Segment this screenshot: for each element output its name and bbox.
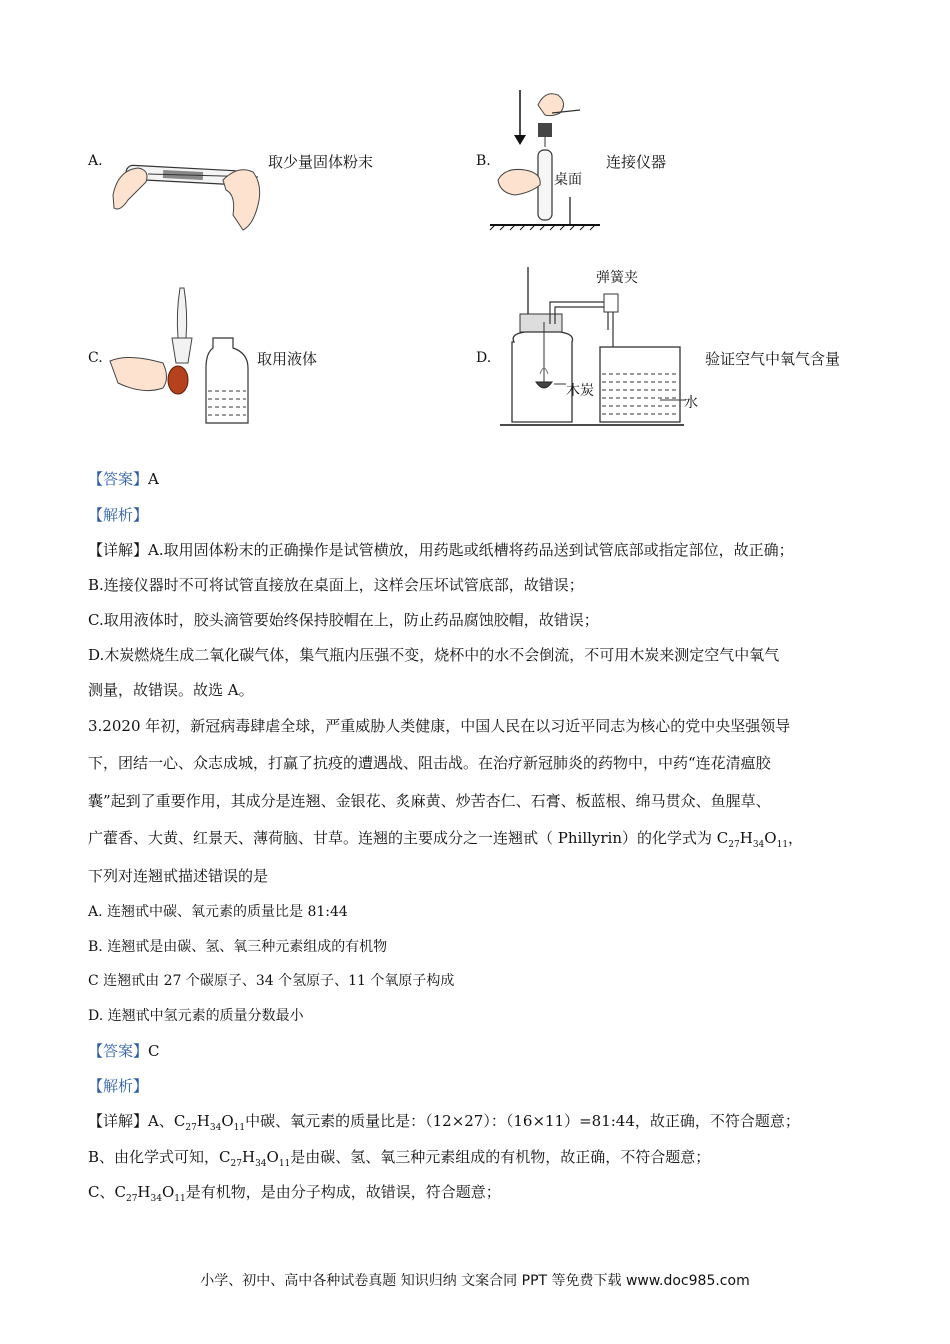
q2-detail-line-2: B.连接仪器时不可将试管直接放在桌面上，这样会压坏试管底部，故错误； bbox=[88, 576, 584, 594]
q3-answer-tag: 【答案】 bbox=[88, 1042, 149, 1060]
q3-answer: C bbox=[148, 1042, 160, 1060]
q3-stem-line-5: 下列对连翘甙描述错误的是 bbox=[88, 867, 269, 885]
q2-answer-tag: 【答案】 bbox=[88, 470, 149, 488]
option-a-letter: A. bbox=[88, 153, 103, 169]
q2-analysis-tag: 【解析】 bbox=[88, 506, 149, 524]
chemical-formula: $C_{27}H_{34}O_{11}$ bbox=[716, 829, 789, 850]
q2-detail-line-4: D.木炭燃烧生成二氧化碳气体，集气瓶内压强不变，烧杯中的水不会倒流，不可用木炭来测定空气中氧气 bbox=[88, 646, 780, 664]
q2-detail-line-5: 测量，故错误。故选 A。 bbox=[88, 681, 254, 699]
label-charcoal: 木炭 bbox=[566, 383, 594, 399]
q3-stem-text: 广藿香、大黄、红景天、薄荷脑、甘草。连翘的主要成分之一连翘甙（ Phillyrin）的化学式为 bbox=[88, 829, 717, 847]
label-desktop: 桌面 bbox=[554, 172, 582, 188]
q2-answer: A bbox=[148, 470, 159, 488]
q3-choice-d: D. 连翘甙中氢元素的质量分数最小 bbox=[88, 1008, 304, 1024]
q2-answer-line bbox=[88, 468, 159, 490]
q2-detail-line-1 bbox=[88, 539, 794, 561]
q3-answer-line bbox=[88, 1040, 160, 1062]
label-spring-clip: 弹簧夹 bbox=[596, 270, 638, 286]
dropper-liquid-illustration bbox=[108, 283, 258, 425]
q3-choice-b: B. 连翘甙是由碳、氢、氧三种元素组成的有机物 bbox=[88, 939, 388, 955]
option-d-letter: D. bbox=[476, 350, 492, 366]
q2-detail-tag: 【详解】 bbox=[88, 541, 149, 559]
q3-choice-c: C 连翘甙由 27 个碳原子、34 个氢原子、11 个氧原子构成 bbox=[88, 973, 455, 989]
option-c-caption: 取用液体 bbox=[257, 350, 318, 368]
q3-stem-line-1: 3.2020 年初，新冠病毒肆虐全球，严重威胁人类健康，中国人民在以习近平同志为核心的党中央坚强领导 bbox=[88, 717, 791, 735]
oxygen-content-apparatus-illustration bbox=[500, 262, 700, 432]
option-b-caption: 连接仪器 bbox=[606, 153, 667, 171]
q3-choice-a: A. 连翘甙中碳、氧元素的质量比是 81:44 bbox=[88, 904, 348, 920]
q3-detail-line-1: 【详解】A、$C_{27}H_{34}O_{11}$中碳、氧元素的质量比是：（12×27）：（16×11）=81:44，故正确，不符合题意； bbox=[88, 1112, 800, 1133]
option-a-caption: 取少量固体粉末 bbox=[268, 153, 374, 171]
q2-detail-text: A.取用固体粉末的正确操作是试管横放，用药匙或纸槽将药品送到试管底部或指定部位，故正确； bbox=[148, 541, 794, 559]
q3-stem-line-2: 下，团结一心、众志成城，打赢了抗疫的遭遇战、阻击战。在治疗新冠肺炎的药物中，中药“连花清瘟胶 bbox=[88, 754, 771, 772]
q3-detail-line-3: C、$C_{27}H_{34}O_{11}$是有机物，是由分子构成，故错误，符合题意； bbox=[88, 1183, 501, 1204]
q3-stem-line-4: 广藿香、大黄、红景天、薄荷脑、甘草。连翘的主要成分之一连翘甙（ Phillyrin）的化学式为 $C_{27}H_{34}O_{11}$， bbox=[88, 829, 804, 850]
test-tube-powder-illustration bbox=[108, 150, 268, 235]
q3-stem-line-3: 囊”起到了重要作用，其成分是连翘、金银花、炙麻黄、炒苦杏仁、石膏、板蓝根、绵马贯众、鱼腥草、 bbox=[88, 792, 771, 810]
connect-apparatus-illustration bbox=[490, 85, 600, 230]
page-footer: 小学、初中、高中各种试卷真题 知识归纳 文案合同 PPT 等免费下载 www.doc985.com bbox=[200, 1273, 750, 1289]
label-water: 水 bbox=[684, 395, 698, 411]
q3-detail-tag: 【详解】 bbox=[88, 1112, 149, 1130]
option-b-letter: B. bbox=[476, 153, 491, 169]
q3-analysis-tag: 【解析】 bbox=[88, 1077, 149, 1095]
option-d-caption: 验证空气中氧气含量 bbox=[705, 350, 841, 368]
q3-detail-line-2: B、由化学式可知，$C_{27}H_{34}O_{11}$是由碳、氢、氧三种元素组成的有机物，故正确，不符合题意； bbox=[88, 1148, 711, 1169]
q2-detail-line-3: C.取用液体时，胶头滴管要始终保持胶帽在上，防止药品腐蚀胶帽，故错误； bbox=[88, 611, 599, 629]
option-c-letter: C. bbox=[88, 350, 103, 366]
